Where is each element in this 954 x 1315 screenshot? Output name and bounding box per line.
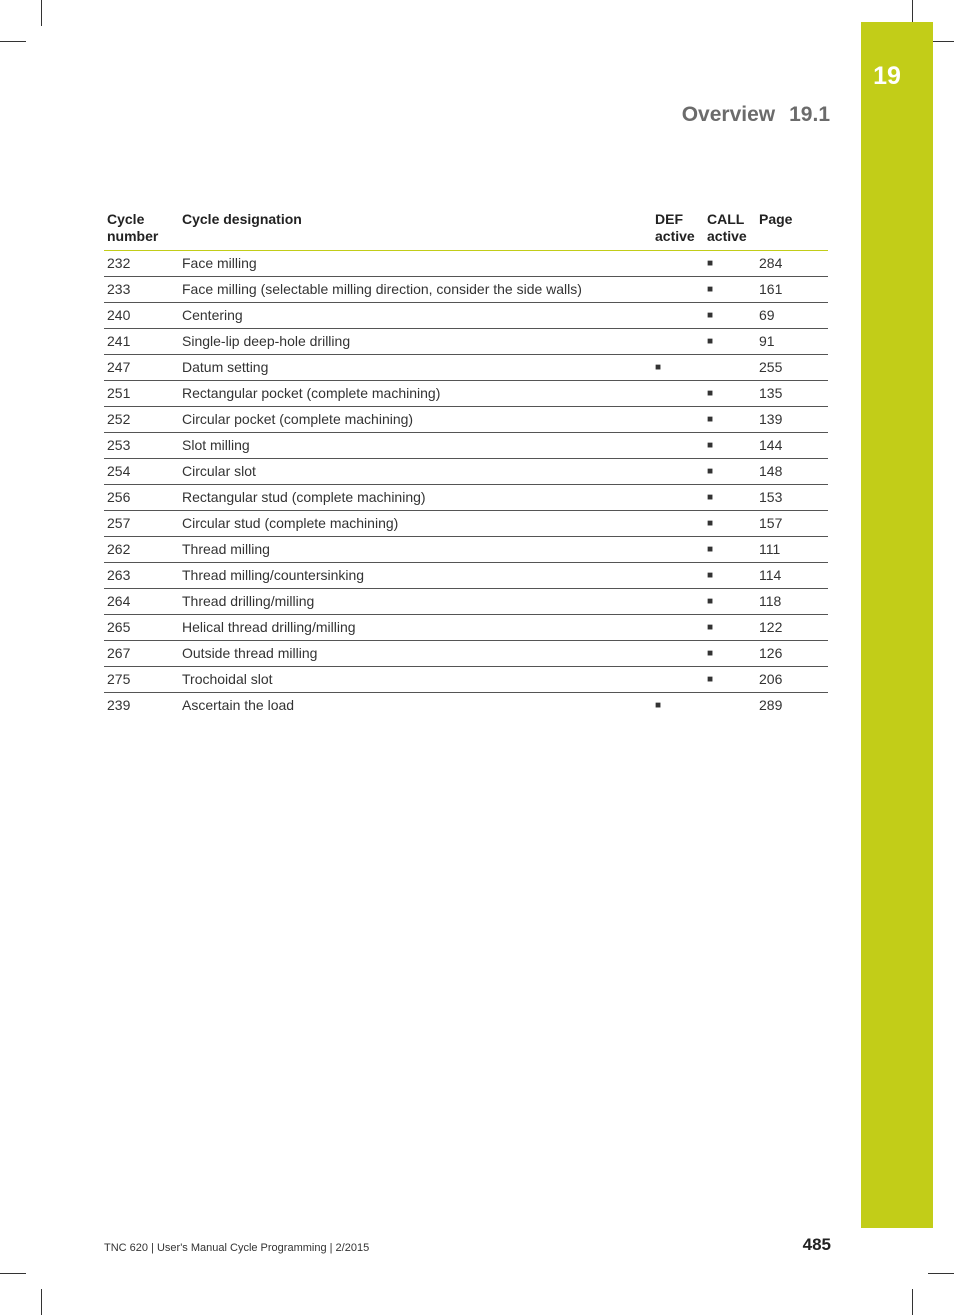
cell-cycle-number: 265: [104, 615, 179, 641]
table-row: [104, 459, 828, 485]
cell-def-active-marker: [652, 459, 704, 485]
table-row: [104, 303, 828, 329]
cell-cycle-designation: Trochoidal slot: [179, 667, 652, 693]
table-row: [104, 589, 828, 615]
table-row: [104, 485, 828, 511]
cell-cycle-designation: Rectangular stud (complete machining): [179, 485, 652, 511]
cell-call-active-marker: [704, 693, 756, 719]
cell-cycle-number: 247: [104, 355, 179, 381]
cell-def-active-marker: [652, 589, 704, 615]
cell-cycle-designation: Datum setting: [179, 355, 652, 381]
cell-cycle-designation: Slot milling: [179, 433, 652, 459]
crop-mark: [928, 1273, 954, 1274]
cell-def-active-marker: [652, 615, 704, 641]
cell-page: 139: [756, 407, 828, 433]
cell-def-active-marker: [652, 381, 704, 407]
chapter-tab: [861, 22, 933, 1228]
cell-page: 289: [759, 697, 783, 713]
crop-mark: [0, 1273, 26, 1274]
cell-call-active-marker: ■: [704, 615, 756, 641]
cell-def-active-marker: ■: [655, 700, 662, 711]
cell-cycle-designation: Thread milling: [179, 537, 652, 563]
cell-page: 148: [756, 459, 828, 485]
cell-cycle-number: 240: [104, 303, 179, 329]
cell-call-active-marker: ■: [704, 433, 756, 459]
cell-def-active-marker: [652, 277, 704, 303]
cell-call-active-marker: ■: [704, 329, 756, 355]
cell-def-active-marker: [652, 407, 704, 433]
cell-def-active-marker: ■: [652, 355, 704, 381]
cell-def-active-marker: [652, 537, 704, 563]
table-row: [104, 277, 828, 303]
table-header-row: [104, 206, 828, 251]
cell-def-active-marker: [652, 433, 704, 459]
header-call-active: CALL active: [704, 206, 756, 251]
cell-page: 111: [756, 537, 828, 563]
section-title: Overview: [681, 103, 776, 126]
cell-cycle-designation: Rectangular pocket (complete machining): [179, 381, 652, 407]
cell-cycle-designation: Outside thread milling: [179, 641, 652, 667]
cell-cycle-designation: Thread drilling/milling: [179, 589, 652, 615]
cell-page: 153: [756, 485, 828, 511]
cell-call-active-marker: ■: [704, 303, 756, 329]
header-page: Page: [756, 206, 828, 251]
cell-cycle-designation: Centering: [179, 303, 652, 329]
cell-call-active-marker: ■: [704, 277, 756, 303]
cell-cycle-number: 264: [104, 589, 179, 615]
table-row: [104, 693, 828, 719]
cell-cycle-number: 275: [104, 667, 179, 693]
table-row: [104, 615, 828, 641]
cell-def-active-marker: [652, 563, 704, 589]
table-body: [104, 251, 828, 719]
cell-cycle-number: 267: [104, 641, 179, 667]
cell-page: 114: [756, 563, 828, 589]
table-row: [104, 563, 828, 589]
header-def-active: DEF active: [652, 206, 704, 251]
cell-call-active-marker: ■: [704, 459, 756, 485]
table-row: [104, 667, 828, 693]
cell-cycle-designation: Face milling (selectable milling direction, consider the side walls): [179, 277, 652, 303]
header-cycle-designation: Cycle designation: [179, 206, 652, 251]
cell-def-active-marker: [652, 251, 704, 277]
cell-page: 144: [756, 433, 828, 459]
cell-def-active-marker: [652, 303, 704, 329]
crop-mark: [0, 41, 26, 42]
cell-page: 91: [756, 329, 828, 355]
cell-call-active-marker: ■: [704, 589, 756, 615]
cell-cycle-designation: Circular stud (complete machining): [179, 511, 652, 537]
cell-cycle-designation: Ascertain the load: [182, 697, 295, 713]
cell-cycle-designation: Face milling: [179, 251, 652, 277]
cell-cycle-designation: Single-lip deep-hole drilling: [179, 329, 652, 355]
cell-call-active-marker: ■: [704, 381, 756, 407]
cell-page: 135: [756, 381, 828, 407]
cell-call-active-marker: [704, 355, 756, 381]
cell-call-active-marker: ■: [704, 511, 756, 537]
cell-cycle-number: 232: [104, 251, 179, 277]
cell-def-active-marker: [652, 641, 704, 667]
table-row: [104, 381, 828, 407]
cell-page: 122: [756, 615, 828, 641]
cell-call-active-marker: ■: [704, 485, 756, 511]
header-cycle-number: Cycle number: [104, 206, 179, 251]
cell-cycle-designation: Helical thread drilling/milling: [179, 615, 652, 641]
cell-cycle-designation: Circular slot: [179, 459, 652, 485]
table-row: [104, 537, 828, 563]
cell-cycle-designation: Circular pocket (complete machining): [179, 407, 652, 433]
cell-cycle-number: 239: [107, 697, 131, 713]
table-row: [104, 251, 828, 277]
cell-page: 118: [756, 589, 828, 615]
table-row: [104, 407, 828, 433]
cell-cycle-designation: Thread milling/countersinking: [179, 563, 652, 589]
cell-call-active-marker: ■: [704, 641, 756, 667]
cycle-overview-table: [104, 206, 828, 718]
chapter-number: 19: [873, 62, 901, 90]
section-heading: [682, 103, 830, 127]
cell-page: 157: [756, 511, 828, 537]
cell-page: 161: [756, 277, 828, 303]
cell-page: 284: [756, 251, 828, 277]
cell-page: 69: [756, 303, 828, 329]
page-number: 485: [802, 1235, 831, 1254]
cell-def-active-marker: [652, 667, 704, 693]
cell-cycle-number: 263: [104, 563, 179, 589]
cell-def-active-marker: [652, 485, 704, 511]
section-number: 19.1: [789, 103, 830, 126]
cell-call-active-marker: ■: [704, 407, 756, 433]
cell-def-active-marker: [652, 511, 704, 537]
cell-page: 206: [756, 667, 828, 693]
cell-cycle-number: 233: [104, 277, 179, 303]
cell-call-active-marker: ■: [704, 667, 756, 693]
cell-page: 255: [756, 355, 828, 381]
crop-mark: [41, 1289, 42, 1315]
cell-cycle-number: 254: [104, 459, 179, 485]
table-row: [104, 355, 828, 381]
cell-call-active-marker: ■: [704, 537, 756, 563]
cell-cycle-number: 262: [104, 537, 179, 563]
table-row: [104, 511, 828, 537]
cell-cycle-number: 241: [104, 329, 179, 355]
crop-mark: [41, 0, 42, 26]
footer-text: TNC 620 | User's Manual Cycle Programming | 2/2015: [104, 1242, 370, 1254]
table-row: [104, 329, 828, 355]
cell-cycle-number: 256: [104, 485, 179, 511]
crop-mark: [912, 1289, 913, 1315]
table-row: [104, 433, 828, 459]
cell-cycle-number: 253: [104, 433, 179, 459]
cell-call-active-marker: ■: [704, 563, 756, 589]
cell-def-active-marker: [652, 329, 704, 355]
cell-cycle-number: 252: [104, 407, 179, 433]
cell-page: 126: [756, 641, 828, 667]
cell-cycle-number: 251: [104, 381, 179, 407]
cell-call-active-marker: ■: [704, 251, 756, 277]
table-row: [104, 641, 828, 667]
cell-cycle-number: 257: [104, 511, 179, 537]
